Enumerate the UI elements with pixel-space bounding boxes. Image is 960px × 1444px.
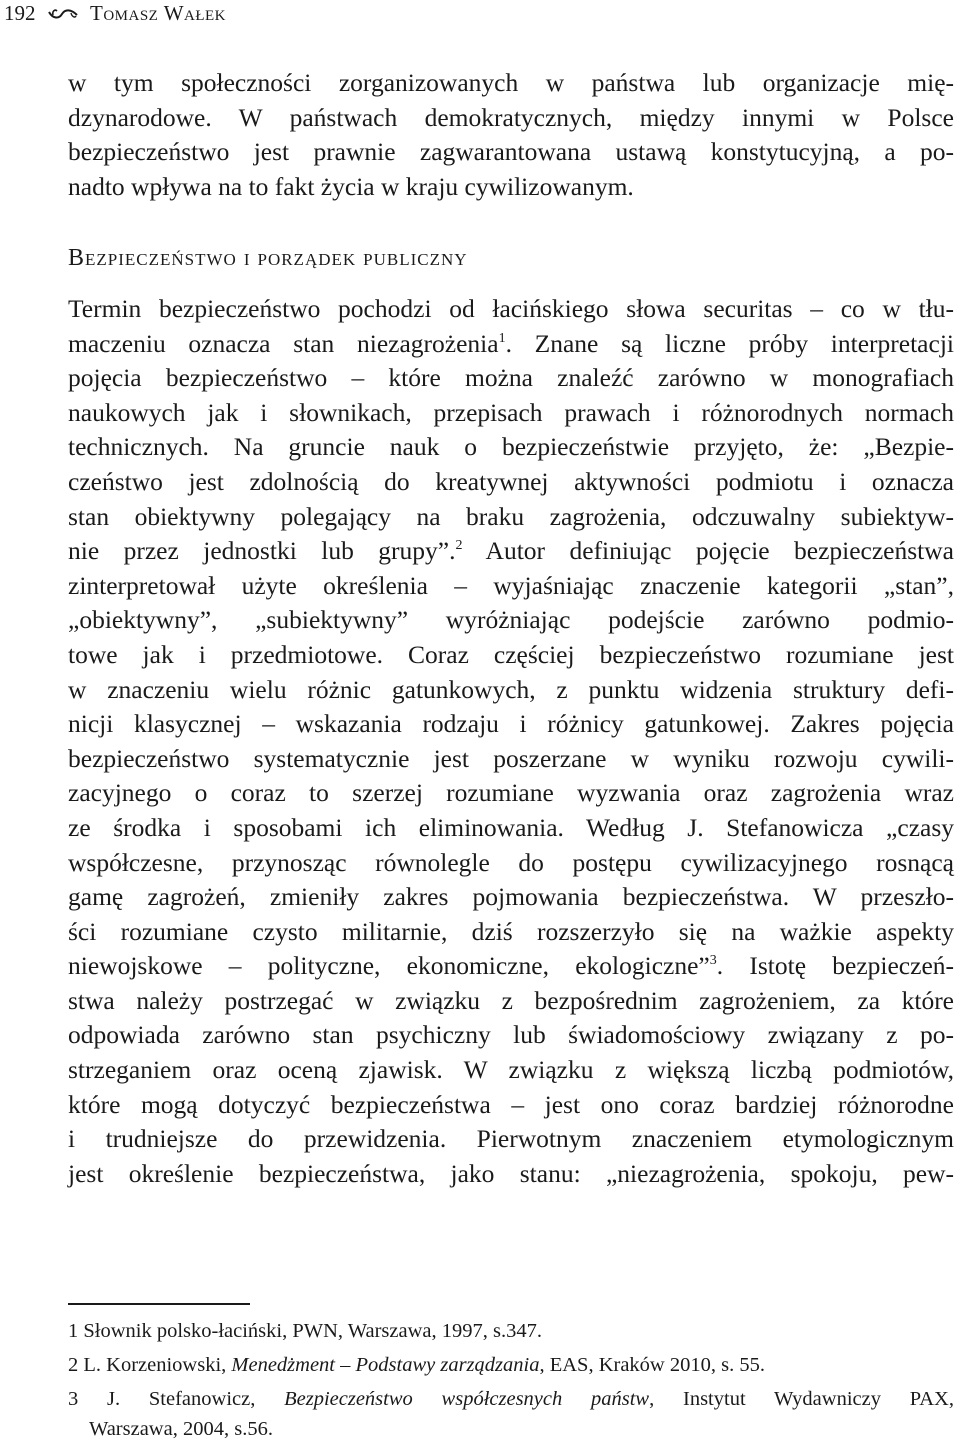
text-line: współczesne, przynosząc równolegle do postępu cywilizacyjnego rosnącą	[68, 847, 954, 877]
footnote-line	[68, 1384, 954, 1414]
text-line: które mogą dotyczyć bezpieczeństwa – jest ono coraz bardziej różnorodne	[68, 1089, 954, 1119]
text-line: towe jak i przedmiotowe. Coraz częściej bezpieczeństwo rozumiane jest	[68, 639, 954, 669]
footnote-text: 1 Słownik polsko-łaciński, PWN, Warszawa, 1997, s.347.	[68, 1320, 542, 1342]
footnote-3	[68, 1384, 954, 1444]
text-line: pojęcia bezpieczeństwo – które można znaleźć zarówno w monografiach	[68, 363, 954, 393]
text-line: „obiektywny”, „subiektywny” wyróżniając podejście zarówno podmio-	[68, 605, 954, 635]
text-line: zacyjnego o coraz to szerzej rozumiane wyzwania oraz zagrożenia wraz	[68, 778, 954, 808]
footnote-text: 2 L. Korzeniowski,	[68, 1354, 232, 1376]
text-line: strzeganiem oraz oceną zjawisk. W związku z większą liczbą podmiotów,	[68, 1055, 954, 1085]
text-line: gamę zagrożeń, zmieniły zakres pojmowania bezpieczeństwa. W przeszło-	[68, 882, 954, 912]
text-line: dzynarodowe. W państwach demokratycznych, między innymi w Polsce	[68, 102, 954, 132]
text-line: naukowych jak i słownikach, przepisach prawach i różnorodnych normach	[68, 397, 954, 427]
text-line: ze środka i sposobami ich eliminowania. Według J. Stefanowicza „czasy	[68, 812, 954, 842]
text-span: nie przez jednostki lub grupy”.	[68, 536, 456, 566]
text-line: w znaczeniu wielu różnic gatunkowych, z punktu widzenia struktury defi-	[68, 674, 954, 704]
footnote-title: Bezpieczeństwo współczesnych państw	[284, 1388, 650, 1410]
text-line: w tym społeczności zorganizowanych w państwa lub organizacje mię-	[68, 68, 954, 97]
text-line	[68, 327, 954, 362]
text-line: ści rozumiane czysto militarnie, dziś rozszerzyło się na ważkie aspekty	[68, 916, 954, 946]
text-line: jest określenie bezpieczeństwa, jako stanu: „niezagrożenia, spokoju, pew-	[68, 1158, 954, 1188]
footnote-text: , Instytut Wydawniczy PAX,	[649, 1388, 954, 1410]
text-line: bezpieczeństwo systematycznie jest poszerzane w wyniku rozwoju cywili-	[68, 743, 954, 773]
intro-paragraph	[68, 66, 954, 204]
text-line: Termin bezpieczeństwo pochodzi od łacińskiego słowa securitas – co w tłu-	[68, 294, 954, 323]
text-line	[68, 534, 954, 569]
text-span: niewojskowe – polityczne, ekonomiczne, ekologiczne”	[68, 951, 710, 981]
text-line: bezpieczeństwo jest prawnie zagwarantowana ustawą konstytucyjną, a po-	[68, 137, 954, 167]
footnote-ref-2[interactable]: 2	[455, 538, 463, 554]
text-line: stwa należy postrzegać w związku z bezpośrednim zagrożeniem, za które	[68, 985, 954, 1015]
vine-ornament-icon	[47, 7, 79, 21]
text-span: . Znane są liczne próby interpretacji	[505, 328, 954, 358]
page-number: 192	[4, 1, 36, 25]
footnote-divider	[68, 1303, 250, 1305]
footnote-text: 3 J. Stefanowicz,	[68, 1388, 285, 1410]
footnote-ref-1[interactable]: 1	[498, 330, 506, 346]
running-header	[4, 0, 226, 26]
text-span: maczeniu oznacza stan niezagrożenia	[68, 328, 499, 358]
text-line: nicji klasycznej – wskazania rodzaju i różnicy gatunkowej. Zakres pojęcia	[68, 709, 954, 739]
text-line: i trudniejsze do przewidzenia. Pierwotnym znaczeniem etymologicznym	[68, 1124, 954, 1154]
text-span: . Istotę bezpieczeń-	[716, 951, 954, 981]
footnote-line	[68, 1350, 954, 1380]
section-heading: Bezpieczeństwo i porządek publiczny	[68, 245, 468, 271]
body-paragraph	[68, 292, 954, 1191]
footnote-text: , EAS, Kraków 2010, s. 55.	[539, 1354, 765, 1376]
text-line: czeństwo jest zdolnością do kreatywnej aktywności podmiotu i oznacza	[68, 466, 954, 496]
text-line	[68, 949, 954, 984]
text-line: zinterpretował użyte określenia – wyjaśniając znaczenie kategorii „stan”,	[68, 570, 954, 600]
author-name: Tomasz Wałek	[90, 1, 227, 25]
text-line: nadto wpływa na to fakt życia w kraju cywilizowanym.	[68, 171, 634, 201]
text-span: Autor definiując pojęcie bezpieczeństwa	[462, 536, 954, 566]
text-line: technicznych. Na gruncie nauk o bezpieczeństwie przyjęto, że: „Bezpie-	[68, 432, 954, 462]
text-line: stan obiektywny polegający na braku zagrożenia, odczuwalny subiektyw-	[68, 501, 954, 531]
footnote-line: Warszawa, 2004, s.56.	[89, 1418, 273, 1440]
footnote-ref-3[interactable]: 3	[709, 953, 717, 969]
footnote-2	[68, 1350, 954, 1380]
footnote-1	[68, 1316, 954, 1346]
text-line: odpowiada zarówno stan psychiczny lub świadomościowy związany z po-	[68, 1020, 954, 1050]
footnote-title: Menedżment – Podstawy zarządzania	[231, 1354, 540, 1376]
